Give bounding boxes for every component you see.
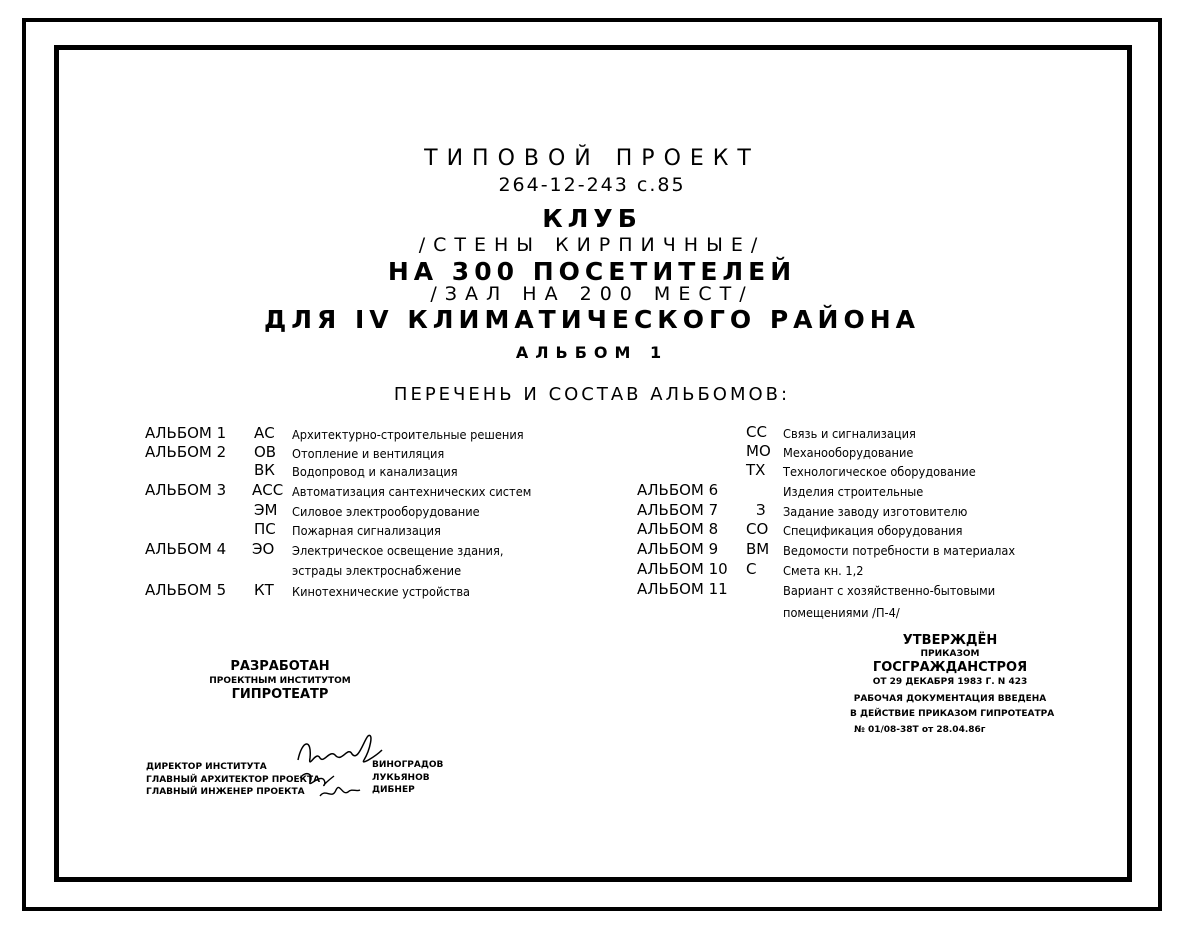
- album-number: АЛЬБОМ 11: [637, 580, 728, 598]
- album-code: ВМ: [746, 540, 770, 558]
- signature-name: ВИНОГРАДОВ: [372, 760, 444, 770]
- album-description: эстрады электроснабжение: [292, 564, 462, 578]
- album-description: Задание заводу изготовителю: [783, 505, 968, 519]
- album-description: Спецификация оборудования: [783, 524, 963, 538]
- album-number: АЛЬБОМ 7: [637, 501, 719, 519]
- album-number: АЛЬБОМ 9: [637, 540, 719, 558]
- album-code: КТ: [254, 581, 274, 599]
- climate-title: ДЛЯ IV КЛИМАТИЧЕСКОГО РАЙОНА: [264, 305, 920, 334]
- album-description: Электрическое освещение здания,: [292, 544, 504, 558]
- album-description: помещениями /П-4/: [783, 606, 900, 620]
- approved-line6: В ДЕЙСТВИЕ ПРИКАЗОМ ГИПРОТЕАТРА: [850, 709, 1055, 719]
- album-description: Механооборудование: [783, 446, 914, 460]
- album-code: ОВ: [254, 443, 277, 461]
- album-description: Водопровод и канализация: [292, 465, 458, 479]
- album-code: ЭО: [252, 540, 275, 558]
- approved-line3: ГОСГРАЖДАНСТРОЯ: [872, 660, 1028, 675]
- album-number: АЛЬБОМ 1: [145, 424, 227, 442]
- album-description: Архитектурно-строительные решения: [292, 428, 524, 442]
- project-number: 264-12-243 с.85: [498, 174, 686, 196]
- album-code: З: [756, 501, 766, 519]
- album-code: ПС: [254, 520, 276, 538]
- signature-name: ДИБНЕР: [372, 785, 415, 795]
- album-code: ЭМ: [254, 501, 278, 519]
- developed-institute: ГИПРОТЕАТР: [231, 687, 329, 702]
- album-code: СС: [746, 423, 767, 441]
- signature-role: ГЛАВНЫЙ ИНЖЕНЕР ПРОЕКТА: [146, 787, 305, 797]
- album-code: АСС: [252, 481, 284, 499]
- signature-role: ДИРЕКТОР ИНСТИТУТА: [146, 762, 267, 772]
- album-code: МО: [746, 442, 771, 460]
- album-code: АС: [254, 424, 275, 442]
- album-description: Силовое электрооборудование: [292, 505, 480, 519]
- album-number: АЛЬБОМ 3: [145, 481, 227, 499]
- walls-note: /СТЕНЫ КИРПИЧНЫЕ/: [418, 234, 766, 256]
- album-number: АЛЬБОМ 6: [637, 481, 719, 499]
- hall-note: /ЗАЛ НА 200 МЕСТ/: [430, 283, 754, 305]
- album-description: Смета кн. 1,2: [783, 564, 864, 578]
- album-number: АЛЬБОМ 5: [145, 581, 227, 599]
- album-description: Отопление и вентиляция: [292, 447, 445, 461]
- album-code: СО: [746, 520, 769, 538]
- building-title: КЛУБ: [542, 204, 642, 233]
- album-description: Связь и сигнализация: [783, 427, 916, 441]
- album-description: Изделия строительные: [783, 485, 924, 499]
- approved-line4: ОТ 29 ДЕКАБРЯ 1983 Г. N 423: [872, 677, 1028, 687]
- album-description: Технологическое оборудование: [783, 465, 976, 479]
- album-description: Пожарная сигнализация: [292, 524, 441, 538]
- list-title: ПЕРЕЧЕНЬ И СОСТАВ АЛЬБОМОВ:: [393, 384, 791, 405]
- album-number: АЛЬБОМ 4: [145, 540, 227, 558]
- album-description: Вариант с хозяйственно-бытовыми: [783, 584, 996, 598]
- album-description: Автоматизация сантехнических систем: [292, 485, 532, 499]
- album-code: ВК: [254, 461, 275, 479]
- album-number: АЛЬБОМ 2: [145, 443, 227, 461]
- developed-line2: ПРОЕКТНЫМ ИНСТИТУТОМ: [209, 676, 351, 686]
- signature-role: ГЛАВНЫЙ АРХИТЕКТОР ПРОЕКТА: [146, 775, 321, 785]
- capacity-title: НА 300 ПОСЕТИТЕЛЕЙ: [387, 257, 797, 286]
- doc-type: ТИПОВОЙ ПРОЕКТ: [424, 146, 760, 171]
- signature-name: ЛУКЬЯНОВ: [372, 773, 430, 783]
- album-code: С: [746, 560, 757, 578]
- album-number: АЛЬБОМ 10: [637, 560, 728, 578]
- album-description: Кинотехнические устройства: [292, 585, 471, 599]
- developed-title: РАЗРАБОТАН: [230, 659, 330, 674]
- approved-line2: ПРИКАЗОМ: [920, 649, 980, 659]
- approved-line7: № 01/08-38Т от 28.04.86г: [854, 725, 986, 735]
- album-title: АЛЬБОМ 1: [515, 343, 669, 362]
- approved-title: УТВЕРЖДЁН: [902, 633, 998, 648]
- handwritten-signatures: [290, 730, 390, 805]
- album-description: Ведомости потребности в материалах: [783, 544, 1016, 558]
- approved-line5: РАБОЧАЯ ДОКУМЕНТАЦИЯ ВВЕДЕНА: [853, 694, 1047, 704]
- album-number: АЛЬБОМ 8: [637, 520, 719, 538]
- album-code: ТХ: [746, 461, 766, 479]
